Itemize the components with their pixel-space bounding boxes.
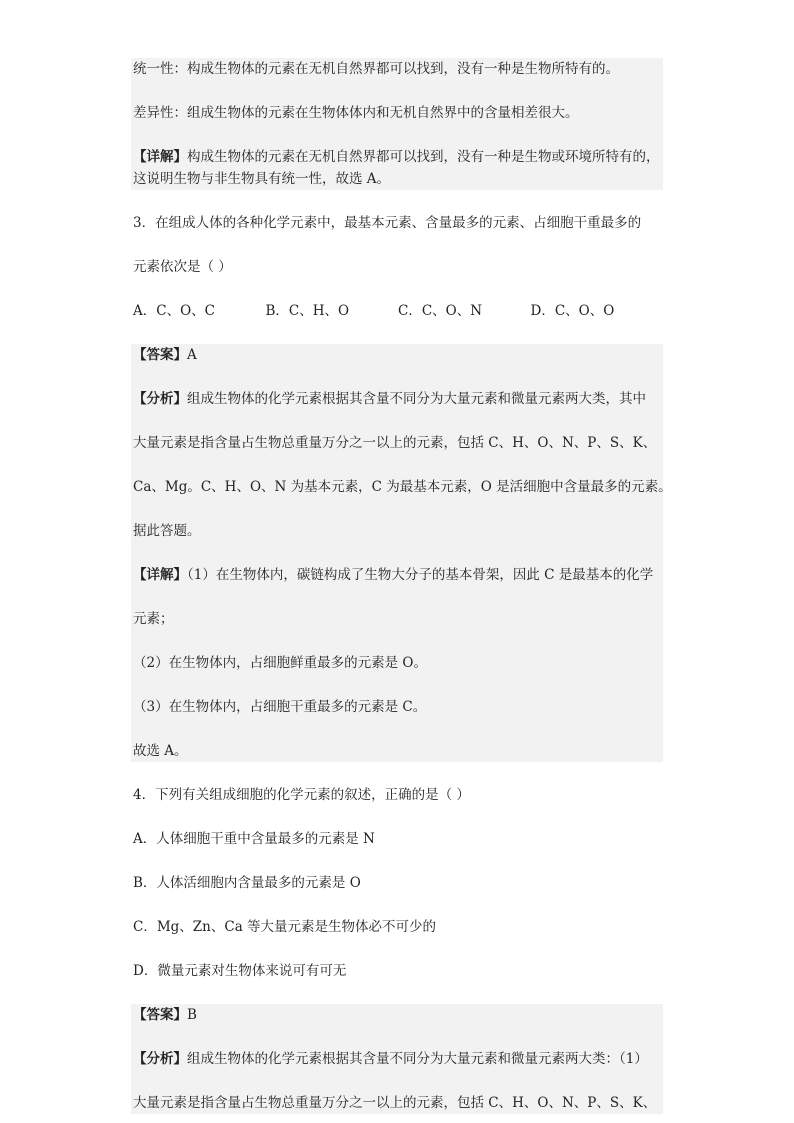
answer-value: B — [187, 1007, 197, 1023]
explanation-block-q2 — [131, 58, 663, 190]
option-c: C．C、O、N — [398, 303, 483, 319]
detail-line-5: 故选 A。 — [133, 743, 188, 759]
difference-line: 差异性：组成生物体的元素在生物体体内和无机自然界中的含量相差很大。 — [133, 105, 579, 121]
analysis-line-2: 大量元素是指含量占生物总重量万分之一以上的元素，包括 C、H、O、N、P、S、K、 — [133, 1095, 657, 1111]
detail-line — [131, 146, 663, 168]
question-4-stem: 4．下列有关组成细胞的化学元素的叙述，正确的是（ ） — [133, 787, 470, 803]
question-3-stem-2: 元素依次是（ ） — [133, 259, 232, 275]
detail-line-4: （3）在生物体内，占细胞干重最多的元素是 C。 — [133, 699, 427, 715]
answer-tag: 【答案】 — [133, 1007, 187, 1023]
detail-line-2: 元素； — [133, 611, 174, 627]
analysis-line-2: 大量元素是指含量占生物总重量万分之一以上的元素，包括 C、H、O、N、P、S、K、 — [133, 435, 657, 451]
analysis-text: 组成生物体的化学元素根据其含量不同分为大量元素和微量元素两大类：（1） — [187, 1051, 648, 1067]
question-3-stem: 3．在组成人体的各种化学元素中，最基本元素、含量最多的元素、占细胞干重最多的 — [133, 215, 642, 231]
question-4-option-b: B．人体活细胞内含量最多的元素是 O — [133, 875, 361, 891]
detail-text: （1）在生物体内，碳链构成了生物大分子的基本骨架，因此 C 是最基本的化学 — [187, 567, 654, 583]
detail-text: 构成生物体的元素在无机自然界都可以找到，没有一种是生物或环境所特有的， — [187, 149, 660, 165]
answer-tag: 【答案】 — [133, 347, 187, 363]
answer-block-q3 — [131, 344, 672, 762]
question-4-option-a: A．人体细胞干重中含量最多的元素是 N — [133, 831, 375, 847]
unity-line: 统一性：构成生物体的元素在无机自然界都可以找到，没有一种是生物所特有的。 — [133, 61, 619, 77]
question-3-options — [131, 300, 663, 322]
answer-line — [131, 344, 663, 366]
question-4-option-d: D．微量元素对生物体来说可有可无 — [133, 963, 347, 979]
analysis-line — [131, 1048, 663, 1070]
detail-tag: 【详解】 — [133, 149, 187, 165]
analysis-tag: 【分析】 — [133, 391, 187, 407]
detail-line-2: 这说明生物与非生物具有统一性，故选 A。 — [133, 171, 391, 187]
analysis-text: 组成生物体的化学元素根据其含量不同分为大量元素和微量元素两大类，其中 — [187, 391, 646, 407]
analysis-line — [131, 388, 663, 410]
detail-tag: 【详解】 — [133, 567, 187, 583]
detail-line — [131, 564, 663, 586]
detail-line-3: （2）在生物体内，占细胞鲜重最多的元素是 O。 — [133, 655, 427, 671]
option-d: D．C、O、O — [530, 303, 615, 319]
option-b: B．C、H、O — [265, 303, 350, 319]
question-4-option-c: C．Mg、Zn、Ca 等大量元素是生物体必不可少的 — [133, 919, 437, 935]
analysis-line-3: Ca、Mg。C、H、O、N 为基本元素，C 为最基本元素，O 是活细胞中含量最多的元素。 — [133, 479, 672, 495]
analysis-line-4: 据此答题。 — [133, 523, 201, 539]
answer-block-q4 — [131, 1004, 663, 1114]
answer-line — [131, 1004, 663, 1026]
analysis-tag: 【分析】 — [133, 1051, 187, 1067]
answer-value: A — [187, 347, 197, 363]
document-page — [131, 58, 672, 1114]
option-a: A．C、O、C — [133, 303, 215, 319]
